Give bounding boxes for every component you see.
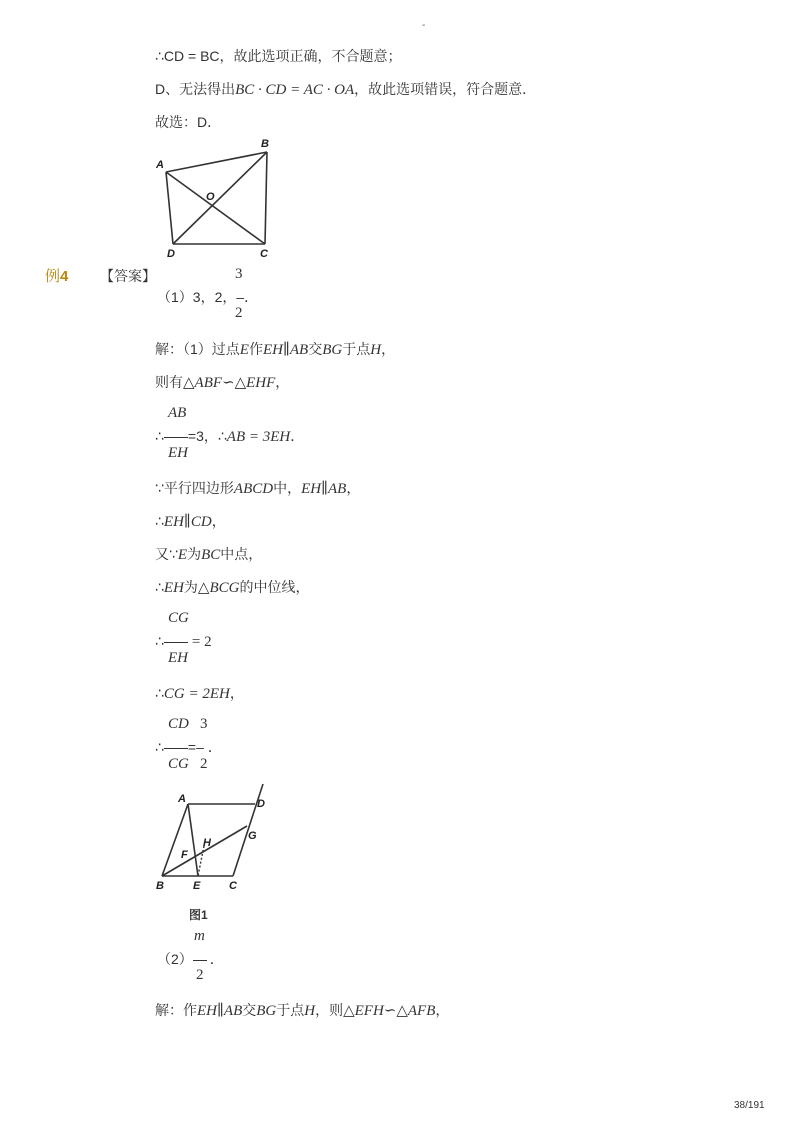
text-line-2: [155, 80, 536, 99]
fraction-bar: [164, 437, 188, 438]
sol7-end: 的中位线，: [239, 579, 310, 595]
part1-frac-denominator: 2: [235, 305, 243, 321]
vertex-label-c: C: [260, 248, 268, 260]
part1-answer: [157, 288, 258, 306]
text-line-3: 故选：D．: [155, 114, 222, 130]
sol4-math2: EH∥AB: [301, 481, 347, 497]
p2sol-math1: EH∥AB: [197, 1003, 243, 1019]
math-expression: BC · CD = AC · OA: [235, 82, 355, 98]
sol3-frac-den: EH: [168, 445, 188, 461]
example-label-prefix: 例: [45, 268, 61, 285]
sol1-point-e: E: [239, 342, 249, 358]
sol6-end: 中点，: [220, 546, 263, 562]
p2sol-yu: 于点: [276, 1002, 305, 1018]
solution-line-6: [155, 545, 262, 564]
sol8-frac-num: CG: [168, 610, 189, 626]
fraction-bar: [164, 642, 188, 643]
sol10-sign: –: [196, 739, 204, 755]
answer-tag: 【答案】: [100, 268, 156, 284]
sol2-end: ，: [275, 374, 290, 390]
sol8-frac-den: EH: [168, 650, 188, 666]
sol1-mid: 作: [248, 341, 263, 357]
p2sol-math2: △EFH∽△AFB: [343, 1003, 436, 1019]
vertex-label-b: B: [261, 138, 269, 150]
sol7-mid: 为: [183, 579, 198, 595]
solution-line-4: [155, 479, 360, 498]
sol8-pre: ∴: [155, 633, 164, 649]
sol1-jiao: 交: [308, 341, 323, 357]
sol7-pre: ∴: [155, 579, 164, 595]
sol7-eh: EH: [163, 580, 184, 596]
sol6-e: E: [177, 547, 188, 563]
p2sol-h: H: [304, 1003, 316, 1019]
sol3-end: ．: [290, 428, 305, 444]
solution-line-1: [155, 340, 395, 359]
sol10-frac1-den: CG: [168, 756, 189, 772]
point-label-g: G: [248, 830, 257, 842]
vertex-label-c: C: [229, 880, 237, 892]
sol1-end: ，: [381, 341, 396, 357]
sol4-math1: ABCD: [233, 481, 274, 497]
sol3-math: AB = 3EH: [226, 429, 291, 445]
p2sol-bg: BG: [256, 1003, 277, 1019]
sol10-frac1-num: CD: [168, 716, 189, 732]
text-line-1: ∴CD = BC，故此选项正确，不合题意；: [155, 48, 402, 64]
sol6-prefix: 又∵: [155, 546, 178, 562]
p2sol-end: ，: [435, 1002, 450, 1018]
part1-prefix: （1）3，2，: [157, 289, 237, 305]
point-label-f: F: [181, 849, 188, 861]
sol10-eq: =: [187, 739, 197, 755]
sol6-mid: 为: [187, 546, 202, 562]
sol1-math: EH∥AB: [262, 342, 309, 358]
sol5-math: EH∥CD: [163, 514, 212, 530]
sol9-end: ，: [229, 685, 244, 701]
text-line-2-prefix: D、无法得出: [155, 81, 236, 97]
fraction-bar: [164, 748, 188, 749]
vertex-label-d: D: [167, 248, 175, 260]
sol8-eq: = 2: [191, 634, 212, 650]
sol1-point-h: H: [370, 342, 382, 358]
sol4-end: ，: [346, 480, 361, 496]
sol2-math: △ABF∽△EHF: [183, 375, 276, 391]
header-mark: -: [422, 20, 426, 31]
sol6-bc: BC: [201, 547, 221, 563]
sol9-math: CG = 2EH: [163, 686, 230, 702]
page-number: 38/191: [734, 1100, 765, 1111]
sol10-frac2-den: 2: [200, 756, 208, 772]
part2-prefix: （2）: [157, 951, 193, 967]
sol2-prefix: 则有: [155, 374, 183, 390]
solution-line-10: [155, 738, 222, 756]
vertex-label-a: A: [156, 159, 164, 171]
solution-line-7: [155, 578, 309, 597]
sol1-prefix: 解：（1）过点: [155, 341, 240, 357]
sol10-pre: ∴: [155, 739, 164, 755]
vertex-label-o: O: [206, 191, 215, 203]
point-label-h: H: [203, 837, 211, 849]
sol7-tri: △BCG: [197, 580, 240, 596]
quadrilateral-figure: [150, 132, 290, 264]
vertex-label-b: B: [156, 880, 164, 892]
sol10-frac2-num: 3: [200, 716, 208, 732]
part1-frac-numerator: 3: [235, 266, 243, 282]
part2-frac-den: 2: [196, 967, 204, 983]
part2-frac-num: m: [194, 928, 205, 944]
solution-line-5: [155, 512, 226, 531]
sol3-frac-num: AB: [168, 405, 187, 421]
p2sol-prefix: 解：作: [155, 1002, 197, 1018]
p2sol-ze: ，则: [315, 1002, 344, 1018]
solution-line-8: [155, 632, 212, 651]
sol10-end: ．: [207, 739, 222, 755]
sol5-end: ，: [211, 513, 226, 529]
text-line-2-suffix: ，故此选项错误，符合题意．: [354, 81, 537, 97]
example-label: [45, 265, 68, 286]
sol3-eq: =3，∴: [187, 428, 227, 444]
sol4-mid: 中，: [273, 480, 302, 496]
sol1-bg: BG: [322, 342, 343, 358]
fraction-bar: [193, 960, 207, 961]
parallelogram-figure: [150, 780, 280, 900]
p2sol-jiao: 交: [242, 1002, 257, 1018]
sol9-pre: ∴: [155, 685, 164, 701]
sol5-pre: ∴: [155, 513, 164, 529]
figure-caption: 图1: [189, 908, 208, 922]
solution-line-9: [155, 684, 244, 703]
sol4-prefix: ∵平行四边形: [155, 480, 234, 496]
part2-solution: [155, 1001, 449, 1020]
sol1-yu: 于点: [342, 341, 371, 357]
vertex-label-a: A: [178, 793, 186, 805]
part2-answer: [157, 950, 224, 968]
vertex-label-d: D: [257, 798, 265, 810]
sol3-pre: ∴: [155, 428, 164, 444]
part2-suffix: ．: [209, 951, 224, 967]
part1-frac-sign: –: [236, 289, 245, 305]
solution-line-3: [155, 427, 304, 446]
point-label-e: E: [193, 880, 201, 892]
solution-line-2: [155, 373, 289, 392]
part1-suffix: ．: [244, 289, 259, 305]
example-number: 4: [60, 268, 69, 285]
